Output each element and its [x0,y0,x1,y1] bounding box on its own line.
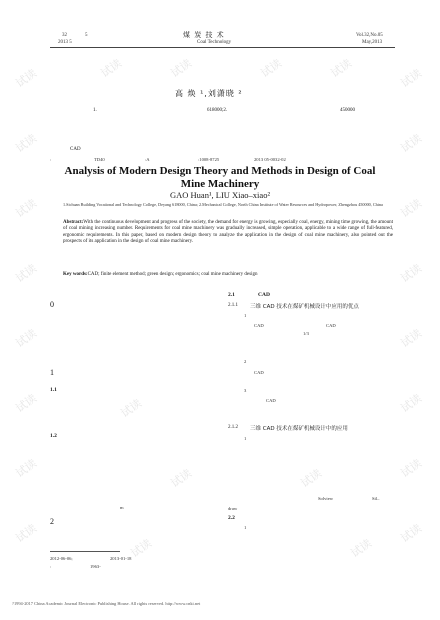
watermark-text: 试读 [328,56,355,81]
watermark-text: 试读 [13,66,40,91]
classification-issn: :1008-8725 [198,157,220,162]
header-issue-number: 32 [62,33,67,38]
abstract-cn-cad: CAD [70,147,81,152]
header-month: May,2013 [362,40,383,45]
classification-colon: : [50,157,52,162]
abstract-text: With the continuous development and progress of the society, the demand for energy is growing, especially coal, energy, mining time growing, the amount of coal mining increasing number. Requirements for coal mine machinery was gradually increased, simple operation, applicable to a wide range of full-featured, ergonomic requirements. In this paper, based on modern design theory to analyze the application in the design of coal mine machinery, also pointed out the prospects of its application in the design of coal mine machinery. [63,220,393,245]
header-rule [50,47,395,48]
body-fragment-m: m [120,505,124,510]
header-journal-en: Coal Technology [197,40,232,45]
watermark-text: 试读 [13,326,40,351]
body-number-3: 3 [244,388,247,393]
watermark-text: 试读 [13,196,40,221]
keywords-label: Key words: [63,272,88,277]
watermark-text: 试读 [118,396,145,421]
watermark-text: 试读 [13,521,40,546]
keywords-en [63,272,393,278]
subsection-2-1-1-title: 三维 CAD 技术在煤矿机械设计中应用的优点 [250,304,359,310]
watermark-text: 试读 [398,261,425,286]
footnote-birth-year: 1963- [90,564,101,569]
watermark-text: 试读 [298,466,325,491]
affiliation-cn-postcode-2: 450000 [340,108,355,113]
watermark-text: 试读 [398,326,425,351]
copyright-footer: ?1994-2017 China Academic Journal Electronic Publishing House. All rights reserved. http://www.cnki.net [12,601,201,606]
subsection-1-1-heading: 1.1 [50,387,57,393]
watermark-text: 试读 [13,391,40,416]
header-date: 2013 5 [58,40,72,45]
body-solview: Solview [318,496,334,501]
body-number-2: 2 [244,359,247,364]
body-one-third: 1/3 [303,331,309,336]
classification-clc: TD40 [94,157,105,162]
footnote-rule [50,551,120,552]
authors-en: GAO Huan¹, LIU Xiao–xiao² [170,190,270,200]
footnote-received: 2012-06-06; [50,556,73,561]
body-cad-a: CAD [254,323,264,328]
affiliations-en: 1.Sichuan Building Vocational and Technology College, Deyang 618000, China; 2.Mechanical College, North China Institute of Water Resources and Hydropower, Zhengzhou 450000, China [63,202,383,207]
watermark-text: 试读 [398,521,425,546]
subsection-2-1-heading: 2.1 [228,292,235,298]
subsection-2-1-2-title: 三维 CAD 技术在煤矿机械设计中的应用 [250,426,348,432]
watermark-text: 试读 [168,56,195,81]
abstract-en [63,220,393,246]
section-2-heading: 2 [50,517,54,526]
body-cad-b: CAD [326,323,336,328]
watermark-text: 试读 [348,536,375,561]
body-cad-d: CAD [266,398,276,403]
watermark-text: 试读 [98,56,125,81]
subsection-2-1-2-number: 2.1.2 [228,425,238,430]
body-cad-c: CAD [254,370,264,375]
abstract-label: Abstract: [63,220,84,225]
watermark-text: 试读 [398,456,425,481]
classification-doc-code: :A [145,157,150,162]
body-number-1c: 1 [244,525,247,530]
watermark-text: 试读 [258,56,285,81]
section-0-heading: 0 [50,300,54,309]
watermark-text: 试读 [128,536,155,561]
subsection-1-2-heading: 1.2 [50,433,57,439]
affiliation-cn-marker: 1. [93,108,97,113]
watermark-text: 试读 [398,131,425,156]
watermark-text: 试读 [398,391,425,416]
header-journal-cn: 煤 炭 技 术 [183,31,225,39]
body-number-1a: 1 [244,313,247,318]
watermark-text: 试读 [398,196,425,221]
body-draw: draw [228,506,238,511]
watermark-text: 试读 [168,466,195,491]
footnote-author-colon: : [50,564,52,569]
watermark-text: 试读 [13,456,40,481]
subsection-2-2-heading: 2.2 [228,515,235,521]
subsection-2-1-cad: CAD [258,292,270,298]
section-1-heading: 1 [50,368,54,377]
affiliation-cn-postcode-1: 618000;2. [207,108,228,113]
subsection-2-1-1-number: 2.1.1 [228,303,238,308]
classification-article-id: 2013 05-0032-02 [254,157,286,162]
watermark-text: 试读 [398,66,425,91]
watermark-text: 试读 [13,131,40,156]
authors-cn: 高 焕 ¹,刘潇晓 ² [175,89,243,98]
header-page-number: 5 [85,33,88,38]
header-volume: Vol.32,No.05 [356,33,383,38]
body-sil: Sil– [372,496,380,501]
footnote-revised: 2013-01-18 [110,556,132,561]
body-number-1b: 1 [244,436,247,441]
keywords-text: CAD; finite element method; green design; ergonomics; coal mine machinery design [87,272,258,277]
title-en: Analysis of Modern Design Theory and Methods in Design of Coal Mine Machinery [64,165,376,190]
watermark-text: 试读 [13,261,40,286]
